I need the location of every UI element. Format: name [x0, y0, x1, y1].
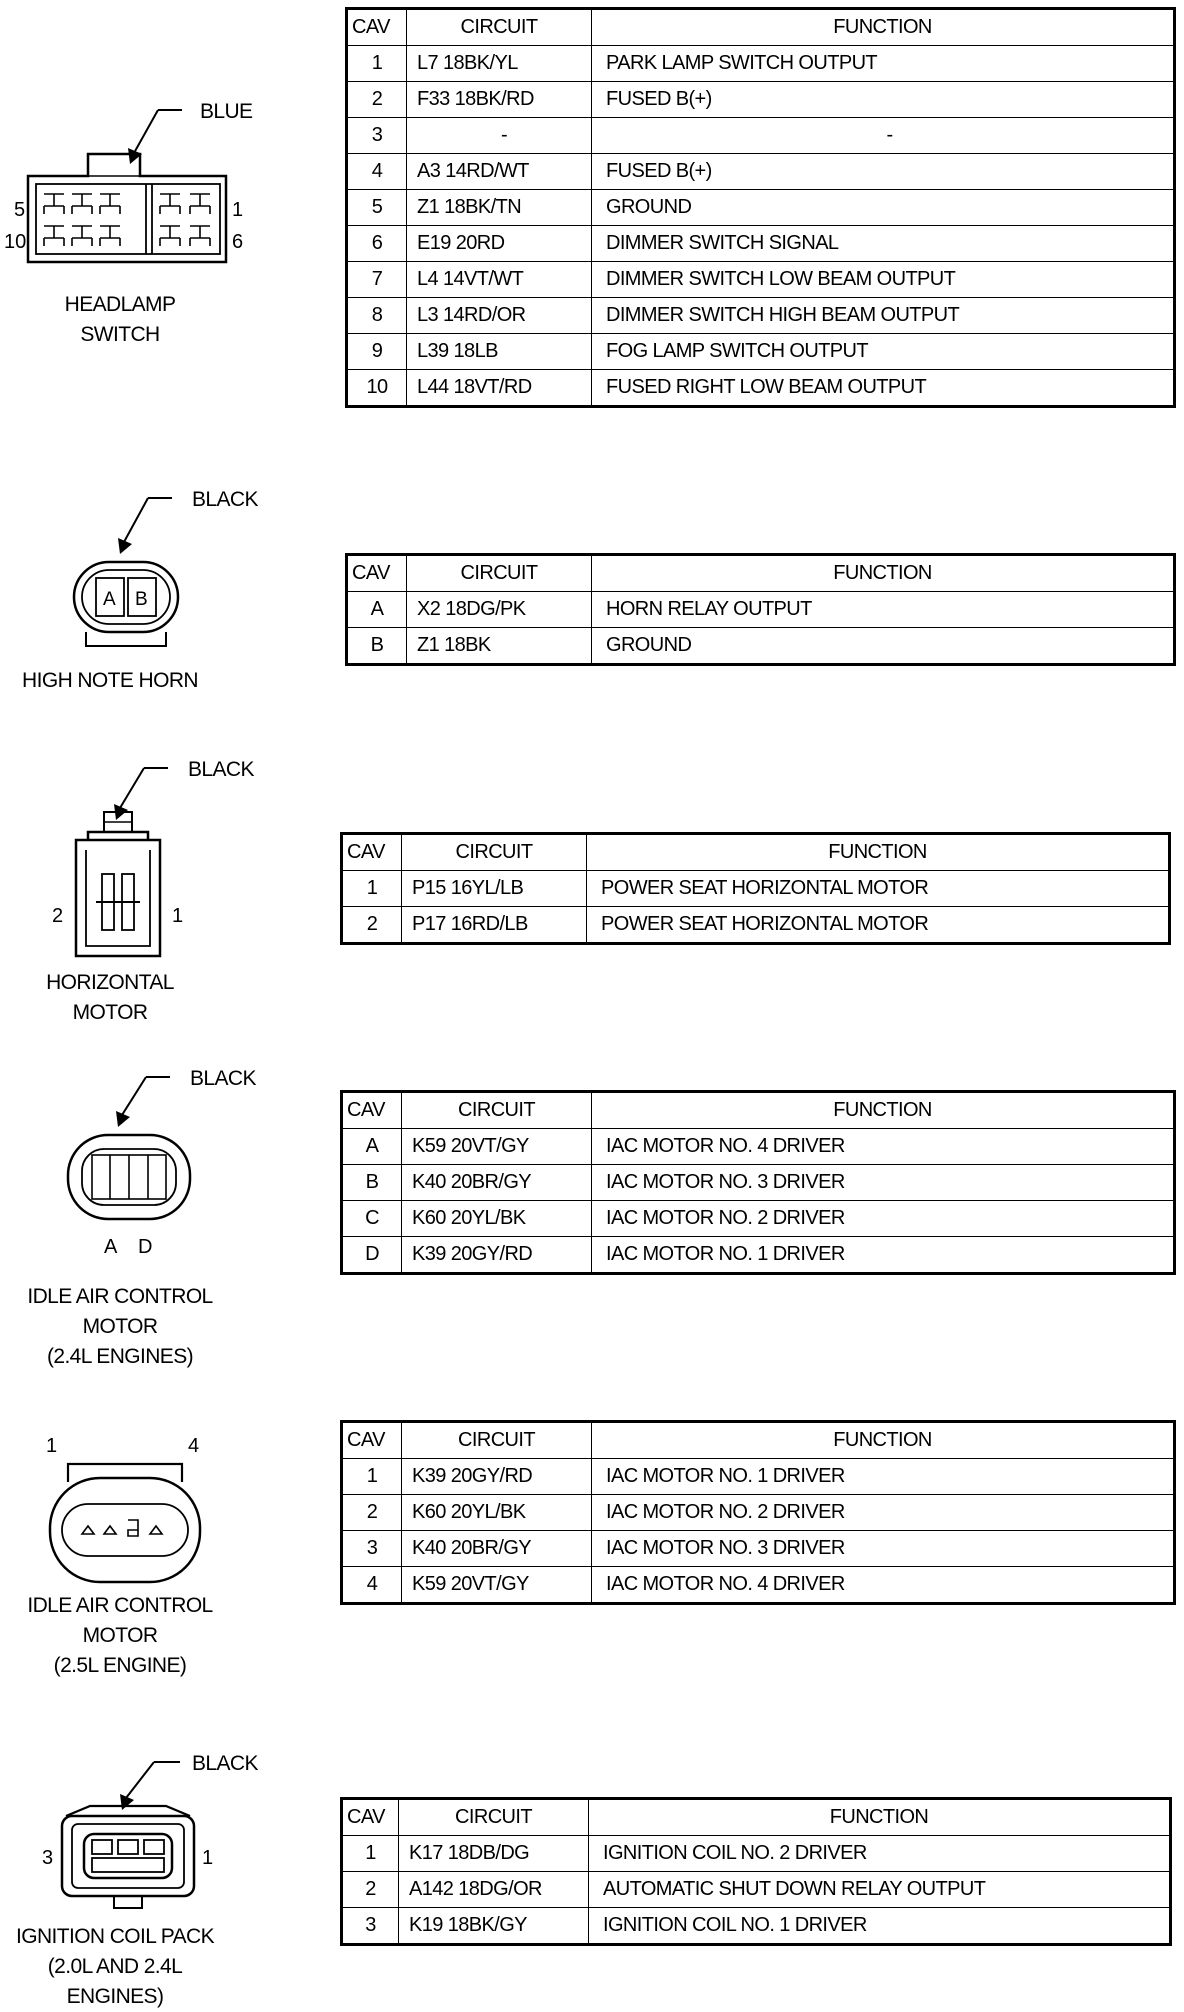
iac-motor-25l-connector-drawing	[30, 1430, 270, 1600]
circuit-cell: K60 20YL/BK	[402, 1495, 592, 1531]
horn-connector-color: BLACK	[192, 488, 258, 511]
function-cell: POWER SEAT HORIZONTAL MOTOR	[587, 907, 1170, 944]
table-body	[342, 1459, 1175, 1604]
iac-motor-25l-table	[340, 1420, 1176, 1605]
function-cell: IGNITION COIL NO. 2 DRIVER	[589, 1836, 1171, 1872]
circuit-cell: K60 20YL/BK	[402, 1201, 592, 1237]
cav-cell: 2	[342, 1495, 402, 1531]
cav-cell: 7	[347, 262, 407, 298]
circuit-cell: X2 18DG/PK	[407, 592, 592, 628]
headlamp-switch-connector-drawing	[0, 80, 260, 280]
headlamp-connector-color: BLUE	[200, 100, 253, 123]
cav-cell: 9	[347, 334, 407, 370]
pin-label-5: 5	[14, 199, 26, 221]
function-cell: FUSED B(+)	[592, 154, 1175, 190]
circuit-header: CIRCUIT	[407, 555, 592, 592]
horizontal-motor-title: HORIZONTAL MOTOR	[46, 971, 174, 1024]
table-row	[342, 1129, 1175, 1165]
table-header-row	[342, 1799, 1171, 1836]
table-row	[347, 628, 1175, 665]
cav-cell: B	[347, 628, 407, 665]
function-cell: IAC MOTOR NO. 3 DRIVER	[592, 1165, 1175, 1201]
pin-label-1: 1	[232, 199, 244, 221]
function-cell: GROUND	[592, 190, 1175, 226]
cav-header: CAV	[347, 555, 407, 592]
function-cell: DIMMER SWITCH SIGNAL	[592, 226, 1175, 262]
table-header-row	[347, 555, 1175, 592]
function-cell: PARK LAMP SWITCH OUTPUT	[592, 46, 1175, 82]
ignition-coil-pack-title: IGNITION COIL PACK (2.0L AND 2.4L ENGINES)	[15, 1925, 215, 2008]
function-cell: IAC MOTOR NO. 2 DRIVER	[592, 1201, 1175, 1237]
circuit-cell: Z1 18BK/TN	[407, 190, 592, 226]
circuit-cell: F33 18BK/RD	[407, 82, 592, 118]
function-cell: FOG LAMP SWITCH OUTPUT	[592, 334, 1175, 370]
cav-cell: A	[342, 1129, 402, 1165]
table-row	[347, 370, 1175, 407]
cav-cell: A	[347, 592, 407, 628]
circuit-cell: L3 14RD/OR	[407, 298, 592, 334]
circuit-header: CIRCUIT	[399, 1799, 589, 1836]
function-cell: AUTOMATIC SHUT DOWN RELAY OUTPUT	[589, 1872, 1171, 1908]
function-cell: DIMMER SWITCH HIGH BEAM OUTPUT	[592, 298, 1175, 334]
ignition-coil-pack-table	[340, 1797, 1172, 1946]
pin-label-a: A	[103, 589, 116, 610]
cav-header: CAV	[347, 9, 407, 46]
function-header: FUNCTION	[589, 1799, 1171, 1836]
cav-cell: 10	[347, 370, 407, 407]
table-row	[342, 1531, 1175, 1567]
table-row	[347, 190, 1175, 226]
pin-label-d: D	[138, 1236, 153, 1255]
circuit-cell: E19 20RD	[407, 226, 592, 262]
cav-cell: 1	[342, 1836, 399, 1872]
table-row	[347, 298, 1175, 334]
headlamp-switch-table	[345, 7, 1176, 408]
circuit-cell: K40 20BR/GY	[402, 1165, 592, 1201]
table-row	[342, 907, 1170, 944]
function-cell: IAC MOTOR NO. 4 DRIVER	[592, 1567, 1175, 1604]
iac-motor-24l-table	[340, 1090, 1176, 1275]
table-row	[342, 1567, 1175, 1604]
iac-motor-24l-connector-drawing	[40, 1055, 280, 1255]
circuit-cell: L4 14VT/WT	[407, 262, 592, 298]
cav-cell: D	[342, 1237, 402, 1274]
circuit-header: CIRCUIT	[402, 1422, 592, 1459]
horizontal-motor-table	[340, 832, 1171, 945]
function-cell: IAC MOTOR NO. 1 DRIVER	[592, 1237, 1175, 1274]
cav-cell: 1	[347, 46, 407, 82]
function-cell: IAC MOTOR NO. 1 DRIVER	[592, 1459, 1175, 1495]
table-row	[342, 1165, 1175, 1201]
table-row	[342, 871, 1170, 907]
cav-cell: 2	[347, 82, 407, 118]
circuit-cell: K59 20VT/GY	[402, 1567, 592, 1604]
function-header: FUNCTION	[592, 1422, 1175, 1459]
cav-cell: 3	[347, 118, 407, 154]
cav-cell: 1	[342, 871, 402, 907]
cav-cell: 5	[347, 190, 407, 226]
cav-header: CAV	[342, 1799, 399, 1836]
circuit-header: CIRCUIT	[407, 9, 592, 46]
function-header: FUNCTION	[587, 834, 1170, 871]
pin-label-1: 1	[46, 1435, 58, 1457]
cav-cell: 4	[342, 1567, 402, 1604]
table-row	[342, 1836, 1171, 1872]
circuit-cell: Z1 18BK	[407, 628, 592, 665]
circuit-cell: P17 16RD/LB	[402, 907, 587, 944]
circuit-cell: K39 20GY/RD	[402, 1237, 592, 1274]
table-header-row	[342, 834, 1170, 871]
table-row	[347, 334, 1175, 370]
table-body	[342, 1836, 1171, 1945]
cav-cell: 2	[342, 1872, 399, 1908]
table-body	[347, 592, 1175, 665]
function-cell: POWER SEAT HORIZONTAL MOTOR	[587, 871, 1170, 907]
function-header: FUNCTION	[592, 1092, 1175, 1129]
cav-header: CAV	[342, 834, 402, 871]
function-cell: IAC MOTOR NO. 2 DRIVER	[592, 1495, 1175, 1531]
cav-cell: 2	[342, 907, 402, 944]
circuit-cell: A142 18DG/OR	[399, 1872, 589, 1908]
cav-cell: 1	[342, 1459, 402, 1495]
function-header: FUNCTION	[592, 555, 1175, 592]
horizontal-motor-connector-color: BLACK	[188, 758, 254, 781]
ignition-coil-pack-connector-drawing	[30, 1740, 270, 1920]
high-note-horn-title: HIGH NOTE HORN	[22, 669, 198, 692]
table-row	[347, 46, 1175, 82]
function-cell: GROUND	[592, 628, 1175, 665]
coil-pack-connector-color: BLACK	[192, 1752, 258, 1775]
circuit-cell: K19 18BK/GY	[399, 1908, 589, 1945]
pin-label-3: 3	[42, 1847, 54, 1869]
cav-cell: 4	[347, 154, 407, 190]
cav-cell: 6	[347, 226, 407, 262]
circuit-cell: K17 18DB/DG	[399, 1836, 589, 1872]
table-row	[347, 226, 1175, 262]
table-row	[342, 1908, 1171, 1945]
pin-label-b: B	[135, 589, 148, 610]
circuit-cell: P15 16YL/LB	[402, 871, 587, 907]
circuit-cell: K39 20GY/RD	[402, 1459, 592, 1495]
table-header-row	[342, 1092, 1175, 1129]
function-cell: FUSED RIGHT LOW BEAM OUTPUT	[592, 370, 1175, 407]
headlamp-switch-title: HEADLAMP SWITCH	[64, 293, 176, 346]
function-cell: IAC MOTOR NO. 4 DRIVER	[592, 1129, 1175, 1165]
horizontal-motor-connector-drawing	[40, 750, 280, 970]
table-row	[347, 262, 1175, 298]
pin-label-10: 10	[4, 231, 27, 253]
table-row	[347, 154, 1175, 190]
circuit-cell: -	[407, 118, 592, 154]
pin-label-2: 2	[52, 905, 64, 927]
table-header-row	[347, 9, 1175, 46]
circuit-cell: L39 18LB	[407, 334, 592, 370]
pin-label-4: 4	[188, 1435, 200, 1457]
table-row	[347, 592, 1175, 628]
cav-cell: C	[342, 1201, 402, 1237]
function-cell: HORN RELAY OUTPUT	[592, 592, 1175, 628]
circuit-cell: L44 18VT/RD	[407, 370, 592, 407]
pin-label-6: 6	[232, 231, 244, 253]
high-note-horn-connector-drawing	[60, 480, 280, 660]
circuit-header: CIRCUIT	[402, 1092, 592, 1129]
pin-label-a: A	[104, 1236, 118, 1255]
pin-label-1: 1	[202, 1847, 214, 1869]
table-header-row	[342, 1422, 1175, 1459]
table-row	[347, 118, 1175, 154]
function-header: FUNCTION	[592, 9, 1175, 46]
iac-motor-25l-title: IDLE AIR CONTROL MOTOR (2.5L ENGINE)	[27, 1594, 213, 1677]
function-cell: IGNITION COIL NO. 1 DRIVER	[589, 1908, 1171, 1945]
table-row	[347, 82, 1175, 118]
circuit-cell: L7 18BK/YL	[407, 46, 592, 82]
table-row	[342, 1201, 1175, 1237]
cav-cell: 3	[342, 1531, 402, 1567]
function-cell: FUSED B(+)	[592, 82, 1175, 118]
table-row	[342, 1459, 1175, 1495]
cav-cell: 3	[342, 1908, 399, 1945]
iac-motor-24l-title: IDLE AIR CONTROL MOTOR (2.4L ENGINES)	[27, 1285, 213, 1368]
table-body	[342, 871, 1170, 944]
pin-label-1: 1	[172, 905, 184, 927]
iac-24l-connector-color: BLACK	[190, 1067, 256, 1090]
cav-header: CAV	[342, 1092, 402, 1129]
circuit-header: CIRCUIT	[402, 834, 587, 871]
cav-cell: B	[342, 1165, 402, 1201]
cav-cell: 8	[347, 298, 407, 334]
high-note-horn-table	[345, 553, 1176, 666]
cav-header: CAV	[342, 1422, 402, 1459]
function-cell: IAC MOTOR NO. 3 DRIVER	[592, 1531, 1175, 1567]
table-row	[342, 1237, 1175, 1274]
table-row	[342, 1495, 1175, 1531]
circuit-cell: K40 20BR/GY	[402, 1531, 592, 1567]
function-cell: DIMMER SWITCH LOW BEAM OUTPUT	[592, 262, 1175, 298]
table-body	[342, 1129, 1175, 1274]
circuit-cell: A3 14RD/WT	[407, 154, 592, 190]
table-row	[342, 1872, 1171, 1908]
circuit-cell: K59 20VT/GY	[402, 1129, 592, 1165]
table-body	[347, 46, 1175, 407]
function-cell: -	[592, 118, 1175, 154]
